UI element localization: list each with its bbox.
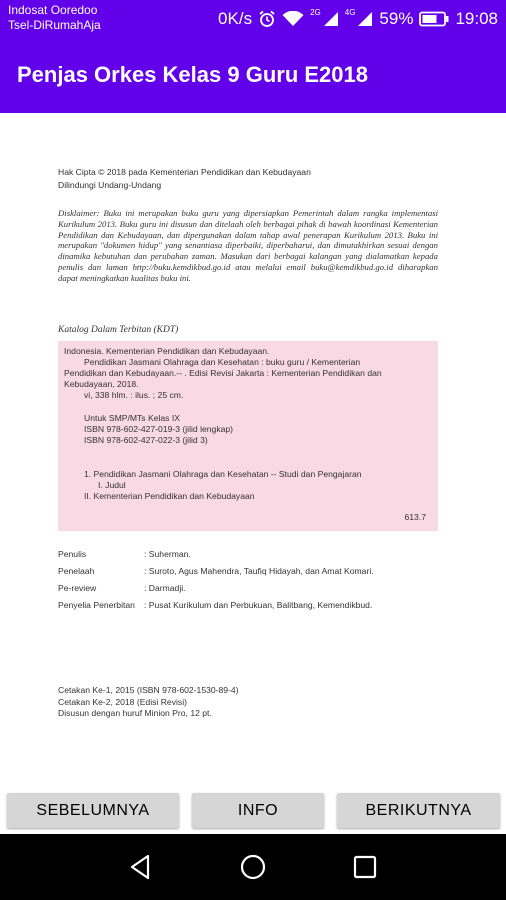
- home-icon[interactable]: [238, 852, 268, 882]
- wifi-icon: [282, 11, 304, 27]
- kdt-line: Indonesia. Kementerian Pendidikan dan Kebudayaan.: [64, 346, 270, 356]
- clock: 19:08: [455, 9, 498, 28]
- battery-icon: [419, 11, 449, 27]
- back-icon[interactable]: [126, 852, 156, 882]
- kdt-line: 1. Pendidikan Jasmani Olahraga dan Kesehatan -- Studi dan Pengajaran: [84, 469, 362, 479]
- battery-percent: 59%: [379, 9, 414, 28]
- network-label-2: 4G: [344, 7, 356, 17]
- info-button[interactable]: INFO: [192, 793, 324, 828]
- copyright-line: Dilindungi Undang-Undang: [58, 180, 162, 190]
- credit-value: : Pusat Kurikulum dan Perbukuan, Balitbang, Kemendikbud.: [144, 600, 373, 610]
- app-bar: [0, 38, 506, 113]
- credit-label: Pe-review: [58, 583, 97, 593]
- system-navigation-bar: [0, 834, 506, 900]
- print-info-line: Disusun dengan huruf Minion Pro, 12 pt.: [58, 708, 212, 718]
- previous-button[interactable]: SEBELUMNYA: [7, 793, 179, 828]
- kdt-line: Untuk SMP/MTs Kelas IX: [84, 413, 180, 423]
- credit-label: Penyelia Penerbitan: [58, 600, 135, 610]
- kdt-line: II. Kementerian Pendidikan dan Kebudayaan: [84, 491, 255, 501]
- signal-icon-2: [357, 11, 373, 27]
- disclaimer-paragraph: Disklaimer: Buku ini merupakan buku guru yang dipersiapkan Pemerintah dalam rangka implementasi Kurikulum 2013. Buku guru ini disusun dan ditelaah oleh berbagai pihak di bawah koordinasi Kementerian Pendidikan dan Kebudayaan, dan dipergunakan dalam tahap awal penerapan Kurikulum 2013. Buku ini merupakan "dokumen hidup" yang senantiasa diperbaiki, diperbaharui, dan dimutakhirkan sesuai dengan dinamika kebutuhan dan perubahan zaman. Masukan dari berbagai kalangan yang dialamatkan kepada penulis dan laman http://buku.kemdikbud.go.id atau melalui email buku@kemdikbud.go.id diharapkan dapat meningkatkan kualitas buku ini.: [58, 208, 438, 283]
- kdt-title: Katalog Dalam Terbitan (KDT): [58, 325, 179, 335]
- kdt-line: vi, 338 hlm. : ilus. ; 25 cm.: [84, 390, 184, 400]
- alarm-icon: [258, 10, 276, 28]
- credit-value: : Suherman.: [144, 549, 191, 559]
- status-indicators: [218, 8, 498, 30]
- kdt-line: I. Judul: [98, 480, 126, 490]
- network-label-1: 2G: [310, 7, 321, 17]
- kdt-line: ISBN 978-602-427-019-3 (jilid lengkap): [84, 424, 234, 434]
- signal-icon: [323, 11, 339, 27]
- recent-apps-icon[interactable]: [350, 852, 380, 882]
- kdt-catalog-box: [58, 341, 438, 531]
- copyright-notice: [58, 166, 311, 192]
- credit-label: Penulis: [58, 549, 87, 559]
- carrier-line-2: Tsel-DiRumahAja: [8, 18, 101, 32]
- print-info-line: Cetakan Ke-1, 2015 (ISBN 978-602-1530-89-4): [58, 685, 239, 695]
- kdt-line: Pendidikan Jasmani Olahraga dan Kesehatan : buku guru / Kementerian: [84, 357, 361, 367]
- carrier-line-1: Indosat Ooredoo: [8, 3, 98, 17]
- credit-label: Penelaah: [58, 566, 95, 576]
- kdt-line: Pendidikan dan Kebudayaan.-- . Edisi Revisi Jakarta : Kementerian Pendidikan dan: [64, 368, 382, 378]
- credit-value: : Suroto, Agus Mahendra, Taufiq Hidayah, dan Amat Komari.: [144, 566, 374, 576]
- document-page[interactable]: [0, 113, 506, 788]
- print-info-line: Cetakan Ke-2, 2018 (Edisi Revisi): [58, 696, 187, 707]
- network-speed: 0K/s: [218, 9, 253, 28]
- page-navigation-buttons: [0, 788, 506, 834]
- kdt-classification-number: 613.7: [404, 512, 426, 522]
- next-button[interactable]: BERIKUTNYA: [337, 793, 500, 828]
- carrier-info: [8, 3, 101, 33]
- kdt-line: Kebudayaan, 2018.: [64, 379, 139, 389]
- kdt-line: ISBN 978-602-427-022-3 (jilid 3): [84, 435, 208, 445]
- status-bar: [0, 0, 506, 38]
- credit-value: : Darmadji.: [144, 583, 186, 593]
- copyright-line: Hak Cipta © 2018 pada Kementerian Pendidikan dan Kebudayaan: [58, 167, 311, 177]
- print-info: [58, 685, 239, 720]
- app-title: Penjas Orkes Kelas 9 Guru E2018: [17, 62, 368, 87]
